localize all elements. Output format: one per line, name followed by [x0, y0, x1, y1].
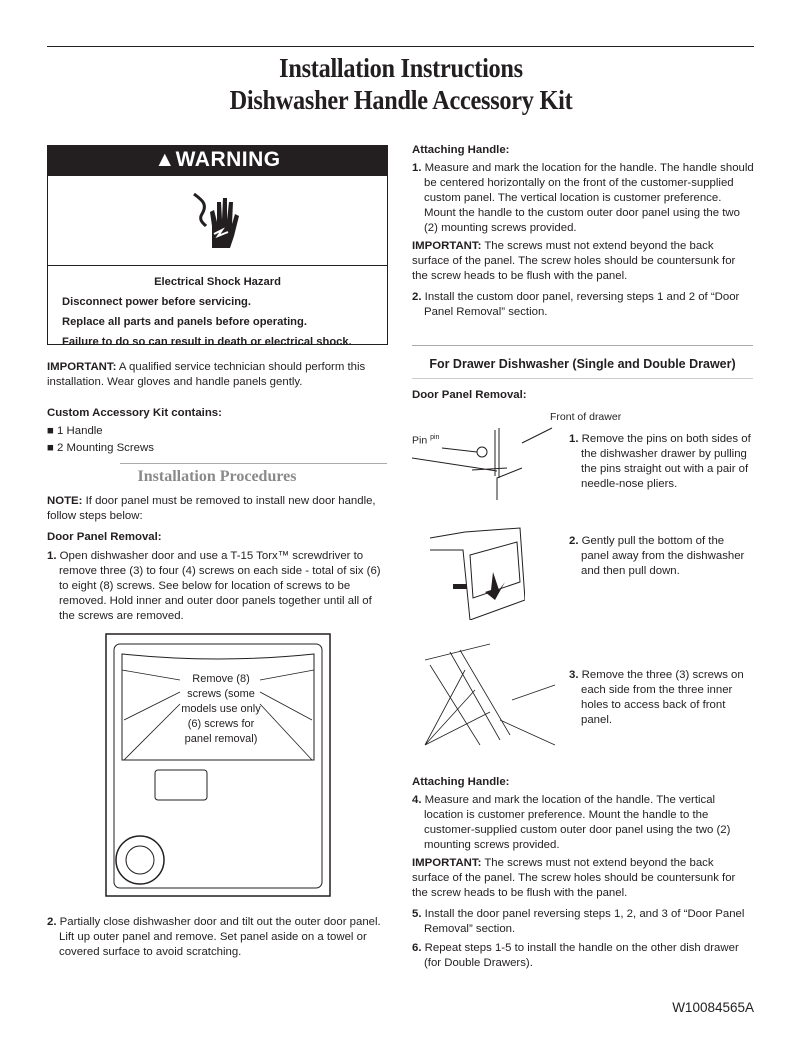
step-2: 2. Partially close dishwasher door and tilt out the outer door panel. Lift up outer panel and remove. Set panel aside on a towel or covered surface to avoid scratching. — [47, 916, 381, 958]
step-1: 1. Open dishwasher door and use a T-15 Torx™ screwdriver to remove three (3) to four (4) screws on each side - total of six (6) to eight (8) screws. See below for location of screws to be removed. Hold inner and outer door panels together until all of the screws are removed. — [47, 550, 381, 622]
page-title-line2: Dishwasher Handle Accessory Kit — [229, 85, 573, 115]
callout-line: Remove (8) — [192, 673, 250, 685]
right-column-top — [412, 143, 754, 323]
attach-step-4: 4. Measure and mark the location of the handle. The vertical location is customer preference. Mount the handle to the customer-supplied custom outer door panel using the two (2) mounting screws provided. — [412, 794, 731, 851]
part-number: W10084565A — [672, 1000, 754, 1015]
panel-screws-diagram — [420, 640, 560, 750]
note: NOTE: If door panel must be removed to install new door handle, follow steps below: — [47, 495, 376, 522]
drawer-pin-diagram — [412, 408, 562, 503]
attach-heading-2: Attaching Handle: — [412, 776, 510, 788]
attach-step-5: 5. Install the door panel reversing steps 1, 2, and 3 of “Door Panel Removal” section. — [412, 908, 745, 935]
page-title-line1: Installation Instructions — [279, 53, 523, 83]
drawer-bottom-rule — [412, 378, 753, 379]
warning-line: Failure to do so can result in death or electrical shock. — [62, 336, 352, 348]
attach-step-2: 2. Install the custom door panel, reversing steps 1 and 2 of “Door Panel Removal” section. — [412, 291, 740, 318]
warning-triangle-icon: ▲ — [154, 148, 176, 171]
drawer-top-rule — [412, 345, 753, 346]
warning-line: Disconnect power before servicing. — [62, 296, 251, 308]
callout-line: (6) screws for — [187, 718, 255, 730]
kit-item: ■ 2 Mounting Screws — [47, 442, 154, 454]
important-note: IMPORTANT: A qualified service technician should perform this installation. Wear gloves and handle panels gently. — [47, 361, 366, 388]
drawer-step-2: 2. Gently pull the bottom of the panel away from the dishwasher and then pull down. — [569, 535, 745, 577]
drawer-removal-heading: Door Panel Removal: — [412, 389, 527, 401]
important-note-2: IMPORTANT: The screws must not extend beyond the back surface of the panel. The screw holes should be countersunk for the screw heads to be flush with the panel. — [412, 857, 736, 899]
callout-line: panel removal) — [184, 733, 258, 745]
procedures-text — [47, 494, 389, 627]
warning-header — [48, 146, 387, 176]
section-divider — [120, 463, 387, 464]
attach-heading: Attaching Handle: — [412, 144, 510, 156]
drawer-step-3: 3. Remove the three (3) screws on each side from the three inner holes to access back of front panel. — [569, 669, 744, 726]
left-column-text — [47, 360, 387, 456]
pin-label: Pin $^{pin}$ — [412, 434, 440, 447]
callout-line: screws (some — [187, 688, 255, 700]
warning-label: WARNING — [175, 148, 281, 171]
top-rule — [47, 46, 754, 47]
warning-line: Replace all parts and panels before operating. — [62, 316, 307, 328]
hazard-title: Electrical Shock Hazard — [154, 276, 281, 288]
right-column-bottom — [412, 775, 754, 974]
dishwasher-door-diagram — [100, 630, 336, 900]
kit-item: ■ 1 Handle — [47, 425, 103, 437]
screw-callout — [178, 672, 264, 747]
panel-pull-diagram — [425, 520, 525, 620]
drawer-heading: For Drawer Dishwasher (Single and Double Drawer) — [429, 357, 736, 371]
removal-heading: Door Panel Removal: — [47, 531, 162, 543]
important-note: IMPORTANT: The screws must not extend beyond the back surface of the panel. The screw holes should be countersunk for the screw heads to be flush with the panel. — [412, 240, 736, 282]
attach-step-1: 1. Measure and mark the location for the handle. The handle should be centered horizontally on the front of the customer-supplied custom panel. The vertical location is customer preference. Mount the handle to the custom outer door panel using the two (2) mounting screws provided. — [412, 162, 754, 234]
procedures-heading: Installation Procedures — [137, 468, 297, 485]
attach-step-6: 6. Repeat steps 1-5 to install the handle on the other dish drawer (for Double Drawers). — [412, 942, 739, 969]
drawer-step-1: 1. Remove the pins on both sides of the dishwasher drawer by pulling the pins straight out with a pair of needle-nose pliers. — [569, 433, 751, 490]
electric-shock-hand-icon — [48, 176, 387, 266]
warning-box — [47, 145, 388, 348]
step-2-block — [47, 915, 389, 963]
kit-heading: Custom Accessory Kit contains: — [47, 407, 222, 419]
front-of-drawer-label: Front of drawer — [550, 411, 622, 423]
callout-line: models use only — [181, 703, 261, 715]
